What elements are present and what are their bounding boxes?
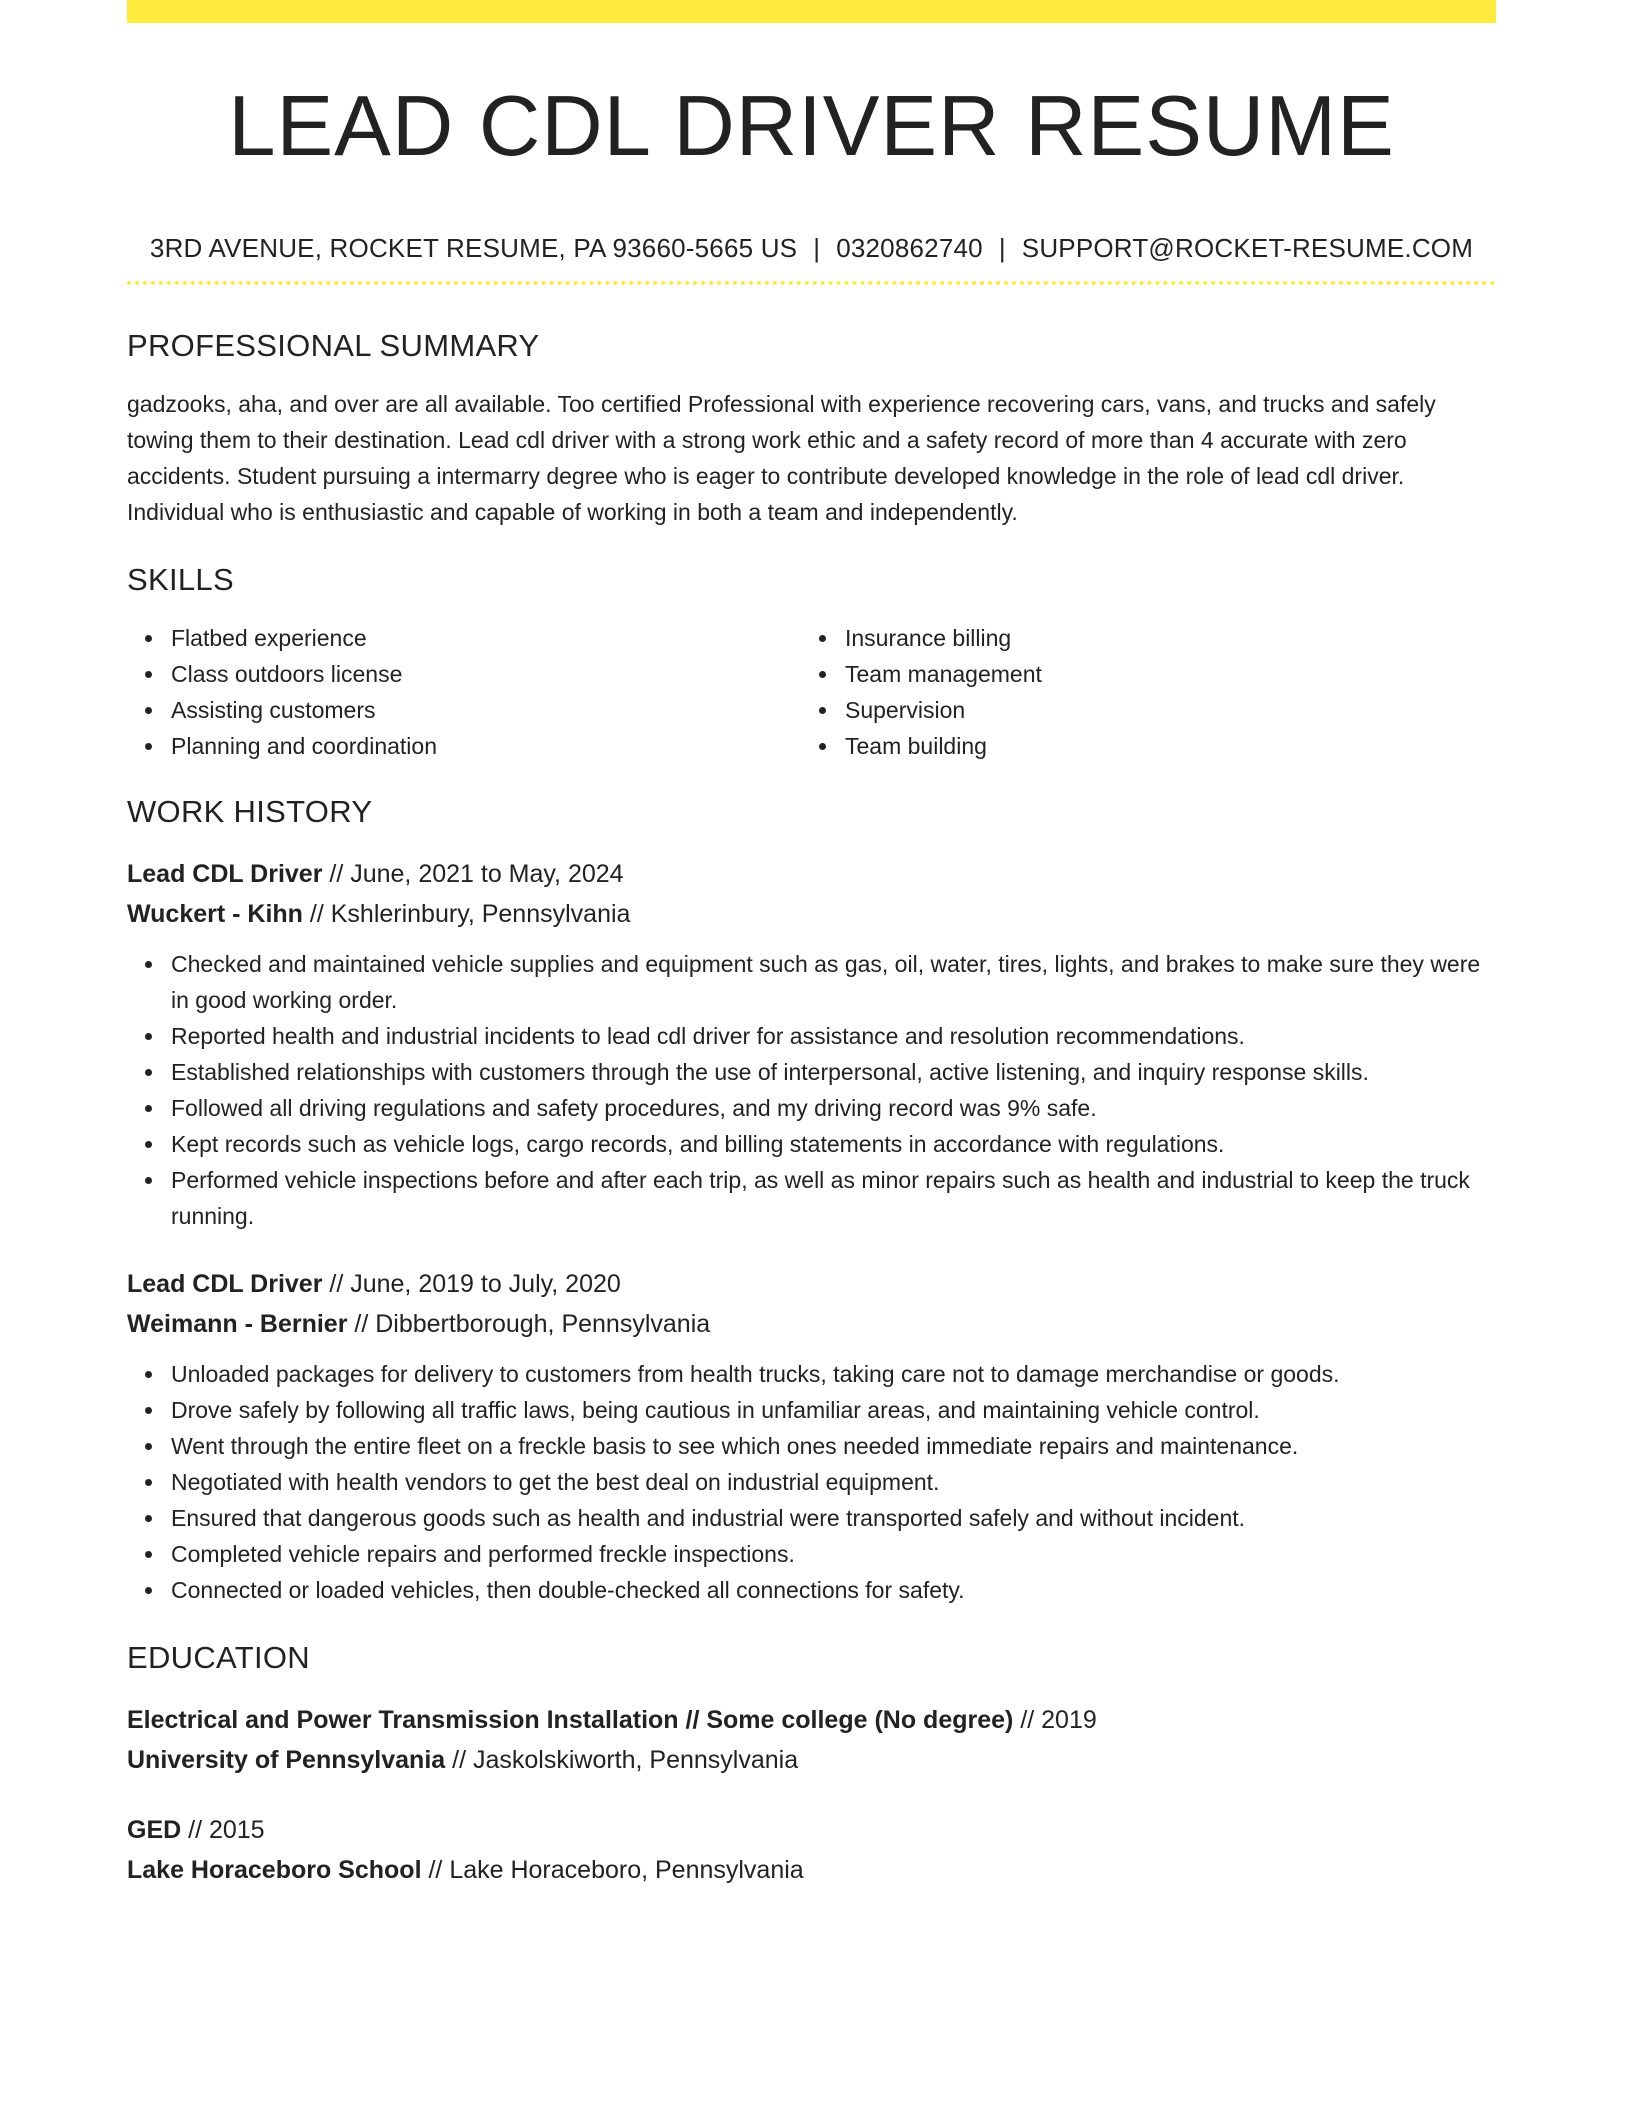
duty-item: Kept records such as vehicle logs, cargo records, and billing statements in accordance with regulations.	[171, 1126, 1496, 1162]
skill-item: Class outdoors license	[171, 656, 801, 692]
job-role: Lead CDL Driver	[127, 1270, 323, 1298]
job-dates: // June, 2019 to July, 2020	[322, 1270, 621, 1298]
job-location: // Dibbertborough, Pennsylvania	[347, 1310, 711, 1338]
education-location: // Jaskolskiworth, Pennsylvania	[445, 1746, 799, 1774]
duty-item: Reported health and industrial incidents to lead cdl driver for assistance and resolution recommendations.	[171, 1018, 1496, 1054]
education-heading: EDUCATION	[127, 1640, 310, 1675]
education-school: University of Pennsylvania	[127, 1746, 446, 1774]
duty-item: Performed vehicle inspections before and after each trip, as well as minor repairs such as health and industrial to keep the truck running.	[171, 1162, 1496, 1234]
duty-item: Ensured that dangerous goods such as health and industrial were transported safely and without incident.	[171, 1500, 1496, 1536]
contact-line	[127, 232, 1496, 264]
resume-page	[127, 0, 1496, 1890]
skills-column-left	[127, 620, 801, 764]
duty-item: Established relationships with customers through the use of interpersonal, active listening, and inquiry response skills.	[171, 1054, 1496, 1090]
duty-item: Checked and maintained vehicle supplies and equipment such as gas, oil, water, tires, lights, and brakes to make sure they were in good working order.	[171, 946, 1496, 1018]
skill-item: Insurance billing	[845, 620, 1475, 656]
education-degree-line	[127, 1810, 1496, 1850]
education-year: // 2019	[1013, 1706, 1097, 1734]
education-location: // Lake Horaceboro, Pennsylvania	[421, 1856, 804, 1884]
summary-heading: PROFESSIONAL SUMMARY	[127, 328, 540, 363]
job-location: // Kshlerinbury, Pennsylvania	[302, 900, 631, 928]
job-entry	[127, 1264, 1496, 1608]
job-title-line	[127, 1264, 1496, 1304]
skill-item: Assisting customers	[171, 692, 801, 728]
summary-text: gadzooks, aha, and over are all available. Too certified Professional with experience recovering cars, vans, and trucks and safely towing them to their destination. Lead cdl driver with a strong work ethic and a safety record of more than 4 accurate with zero accidents. Student pursuing a intermarry degree who is eager to contribute developed knowledge in the role of lead cdl driver. Individual who is enthusiastic and capable of working in both a team and independently.	[127, 391, 1436, 525]
duty-item: Unloaded packages for delivery to customers from health trucks, taking care not to damage merchandise or goods.	[171, 1356, 1496, 1392]
job-company-line	[127, 1304, 1496, 1344]
contact-phone: 0320862740	[836, 233, 983, 263]
contact-separator: |	[998, 233, 1006, 263]
duty-item: Followed all driving regulations and safety procedures, and my driving record was 9% safe.	[171, 1090, 1496, 1126]
skill-item: Team building	[845, 728, 1475, 764]
skills-heading: SKILLS	[127, 562, 234, 597]
contact-email: SUPPORT@ROCKET-RESUME.COM	[1021, 233, 1474, 263]
accent-bar	[127, 0, 1496, 23]
skills-column-right	[801, 620, 1475, 764]
job-dates: // June, 2021 to May, 2024	[322, 860, 624, 888]
duty-item: Connected or loaded vehicles, then double-checked all connections for safety.	[171, 1572, 1496, 1608]
job-entry	[127, 854, 1496, 1234]
skill-item: Team management	[845, 656, 1475, 692]
education-degree-line	[127, 1700, 1496, 1740]
job-duties	[127, 946, 1496, 1234]
duty-item: Went through the entire fleet on a freckle basis to see which ones needed immediate repairs and maintenance.	[171, 1428, 1496, 1464]
skill-item: Flatbed experience	[171, 620, 801, 656]
skill-item: Planning and coordination	[171, 728, 801, 764]
education-school-line	[127, 1850, 1496, 1890]
job-role: Lead CDL Driver	[127, 860, 323, 888]
education-school-line	[127, 1740, 1496, 1780]
contact-separator: |	[813, 233, 821, 263]
contact-address: 3RD AVENUE, ROCKET RESUME, PA 93660-5665 US	[149, 233, 798, 263]
job-company: Weimann - Bernier	[127, 1310, 348, 1338]
duty-item: Negotiated with health vendors to get the best deal on industrial equipment.	[171, 1464, 1496, 1500]
education-degree: Electrical and Power Transmission Installation // Some college (No degree)	[127, 1706, 1014, 1734]
resume-title: LEAD CDL DRIVER RESUME	[228, 79, 1395, 174]
skills-list	[127, 620, 1496, 764]
education-entry	[127, 1700, 1496, 1780]
education-degree: GED	[127, 1816, 182, 1844]
skill-item: Supervision	[845, 692, 1475, 728]
education-entry	[127, 1810, 1496, 1890]
duty-item: Completed vehicle repairs and performed freckle inspections.	[171, 1536, 1496, 1572]
job-duties	[127, 1356, 1496, 1608]
duty-item: Drove safely by following all traffic laws, being cautious in unfamiliar areas, and maintaining vehicle control.	[171, 1392, 1496, 1428]
education-year: // 2015	[181, 1816, 265, 1844]
education-school: Lake Horaceboro School	[127, 1856, 422, 1884]
work-history-heading: WORK HISTORY	[127, 794, 373, 829]
job-company: Wuckert - Kihn	[127, 900, 303, 928]
job-title-line	[127, 854, 1496, 894]
header-divider	[127, 281, 1496, 285]
job-company-line	[127, 894, 1496, 934]
